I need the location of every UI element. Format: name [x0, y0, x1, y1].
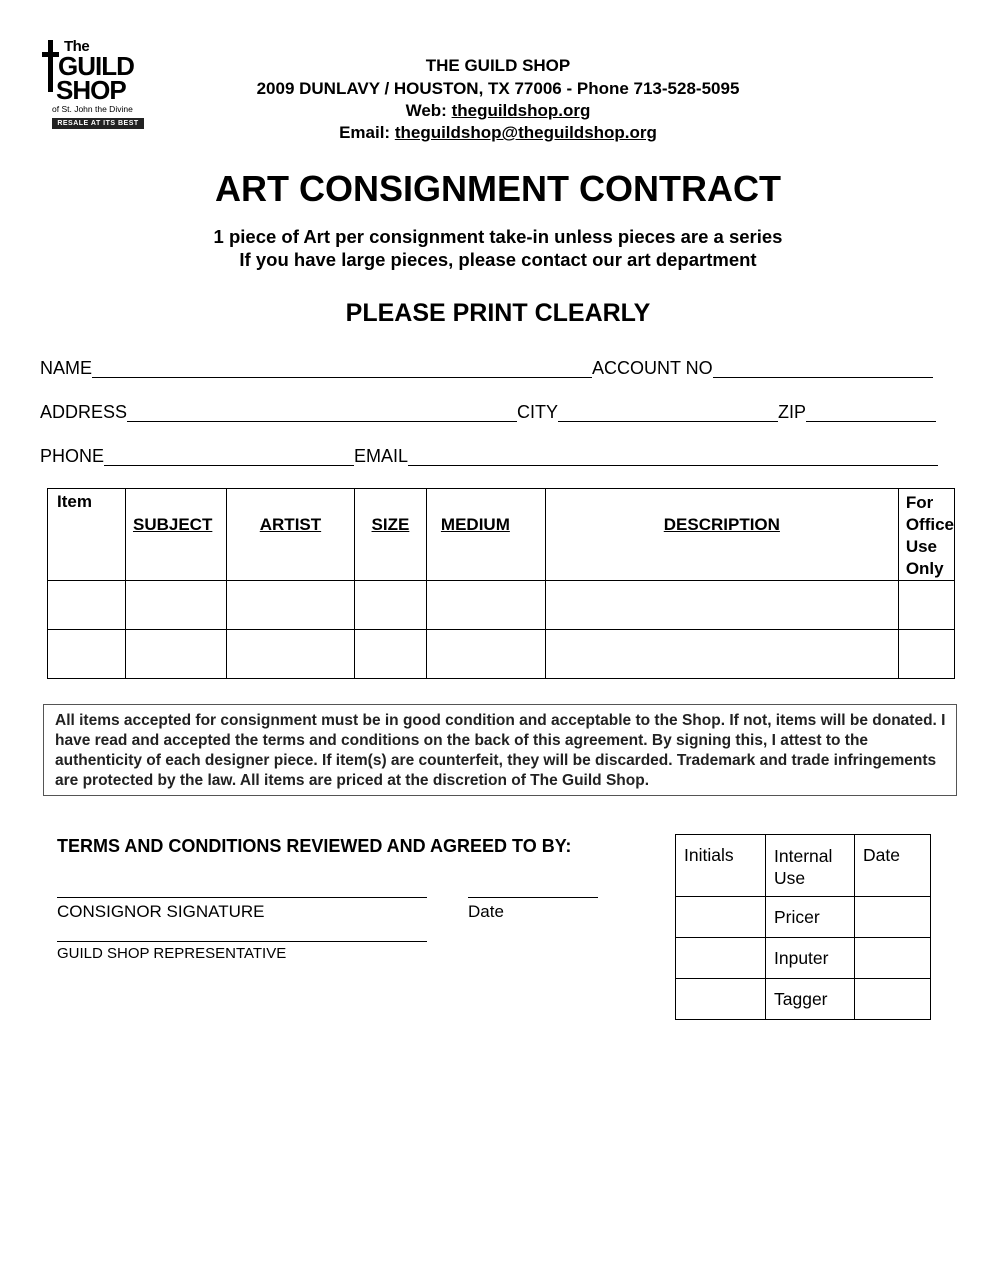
- terms-heading: TERMS AND CONDITIONS REVIEWED AND AGREED TO BY:: [57, 836, 572, 856]
- name-field[interactable]: [92, 377, 592, 378]
- shop-web: [0, 101, 996, 121]
- artist-header-label: ARTIST: [259, 515, 322, 534]
- logo-tagline: RESALE AT ITS BEST: [52, 118, 144, 129]
- logo-subtitle: of St. John the Divine: [52, 104, 133, 114]
- table-cell[interactable]: [855, 897, 931, 938]
- internal-use-header: [766, 835, 855, 897]
- table-cell[interactable]: [676, 979, 766, 1020]
- logo-the: The: [64, 38, 90, 55]
- address-label: ADDRESS: [40, 402, 128, 422]
- table-cell[interactable]: [354, 581, 426, 630]
- size-header-label: SIZE: [371, 515, 410, 534]
- table-cell[interactable]: [855, 938, 931, 979]
- artist-header: [226, 489, 354, 581]
- inputer-label: Inputer: [774, 948, 829, 968]
- tagger-label: Tagger: [774, 989, 828, 1009]
- table-row: [676, 938, 931, 979]
- account-field[interactable]: [713, 377, 933, 378]
- internal-use-table: [675, 834, 931, 1020]
- internal-use-header-label: Internal Use: [774, 846, 833, 888]
- shop-address: 2009 DUNLAVY / HOUSTON, TX 77006 - Phone 713-528-5095: [256, 79, 740, 98]
- size-header: [354, 489, 426, 581]
- table-cell[interactable]: [354, 630, 426, 679]
- signature-date-line[interactable]: [468, 897, 598, 898]
- page-title: ART CONSIGNMENT CONTRACT: [215, 168, 781, 209]
- table-row: [676, 979, 931, 1020]
- table-row: [48, 630, 955, 679]
- item-header: [48, 489, 126, 581]
- consignor-signature-label: CONSIGNOR SIGNATURE: [57, 902, 265, 921]
- office-header: [898, 489, 954, 581]
- email-field[interactable]: [408, 465, 938, 466]
- email-label: Email:: [339, 123, 395, 142]
- print-clearly-heading: PLEASE PRINT CLEARLY: [345, 299, 651, 327]
- phone-field[interactable]: [104, 465, 354, 466]
- subtitle-1: 1 piece of Art per consignment take-in unless pieces are a series: [213, 226, 783, 247]
- rep-signature-line[interactable]: [57, 941, 427, 942]
- rep-signature-label: GUILD SHOP REPRESENTATIVE: [57, 945, 287, 962]
- table-cell[interactable]: [898, 581, 954, 630]
- name-label: NAME: [40, 358, 93, 378]
- pricer-cell: [766, 897, 855, 938]
- city-field[interactable]: [558, 421, 778, 422]
- table-cell[interactable]: [226, 630, 354, 679]
- description-header: [545, 489, 898, 581]
- phone-label: PHONE: [40, 446, 105, 466]
- account-label: ACCOUNT NO: [592, 358, 713, 378]
- table-cell[interactable]: [48, 630, 126, 679]
- date-header-label: Date: [863, 845, 900, 865]
- pricer-label: Pricer: [774, 907, 820, 927]
- email-label-field: EMAIL: [354, 446, 409, 466]
- web-label: Web:: [405, 101, 452, 120]
- zip-field[interactable]: [806, 421, 936, 422]
- subtitle-2: If you have large pieces, please contact our art department: [239, 249, 757, 270]
- table-cell[interactable]: [125, 581, 226, 630]
- table-cell[interactable]: [48, 581, 126, 630]
- consignor-signature-line[interactable]: [57, 897, 427, 898]
- item-header-label: Item: [57, 492, 92, 511]
- logo-guild: GUILD: [58, 51, 134, 81]
- table-cell[interactable]: [545, 581, 898, 630]
- consignment-notice: All items accepted for consignment must be in good condition and acceptable to the Shop. If not, items will be donated. I have read and accepted the terms and conditions on the back of this agreement. By signing this, I attest to the authenticity of each designer piece. If item(s) are counterfeit, they will be discarded. Trademark and trade infringements are protected by the law. All items are priced at the discretion of The Guild Shop.: [43, 704, 957, 796]
- table-row: [48, 581, 955, 630]
- description-header-label: DESCRIPTION: [663, 515, 780, 534]
- medium-header: [426, 489, 545, 581]
- date-header: [855, 835, 931, 897]
- table-cell[interactable]: [426, 630, 545, 679]
- initials-header: [676, 835, 766, 897]
- medium-header-label: MEDIUM: [440, 515, 510, 534]
- logo-shop: SHOP: [56, 75, 126, 105]
- subject-header-label: SUBJECT: [132, 515, 213, 534]
- table-cell[interactable]: [855, 979, 931, 1020]
- address-field[interactable]: [127, 421, 517, 422]
- table-cell[interactable]: [226, 581, 354, 630]
- zip-label: ZIP: [778, 402, 807, 422]
- subject-header: [125, 489, 226, 581]
- shop-name: THE GUILD SHOP: [425, 56, 571, 75]
- table-cell[interactable]: [676, 897, 766, 938]
- table-cell[interactable]: [676, 938, 766, 979]
- shop-email: [0, 123, 996, 143]
- office-header-label: For Office Use Only: [905, 493, 954, 578]
- table-cell[interactable]: [545, 630, 898, 679]
- signature-date-label: Date: [468, 902, 504, 921]
- city-label: CITY: [517, 402, 559, 422]
- table-cell[interactable]: [898, 630, 954, 679]
- inputer-cell: [766, 938, 855, 979]
- initials-header-label: Initials: [684, 845, 734, 865]
- table-cell[interactable]: [125, 630, 226, 679]
- email-link[interactable]: theguildshop@theguildshop.org: [394, 123, 657, 142]
- table-cell[interactable]: [426, 581, 545, 630]
- tagger-cell: [766, 979, 855, 1020]
- items-table: [47, 488, 955, 679]
- web-link[interactable]: theguildshop.org: [451, 101, 591, 120]
- table-row: [676, 897, 931, 938]
